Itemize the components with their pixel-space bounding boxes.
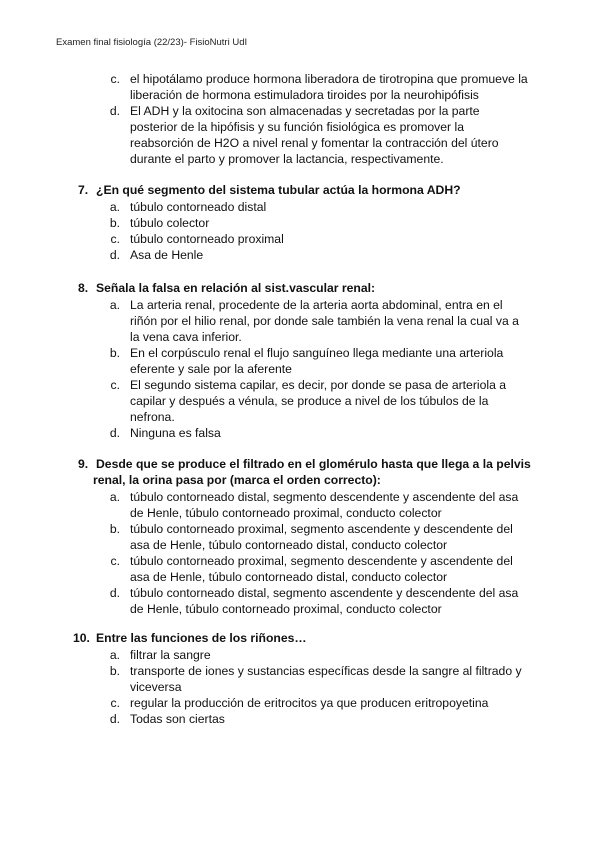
q9-option-text: túbulo contorneado proximal, segmento ascendente y descendente del [130, 522, 513, 536]
question-number: 7. [78, 183, 89, 197]
q9-option-letter: b. [109, 522, 120, 536]
q8-option-text: El segundo sistema capilar, es decir, por donde se pasa de arteriola a [130, 378, 507, 392]
q9-option-letter: a. [109, 490, 120, 504]
q6-option-text: posterior de la hipófisis y su función fisiológica es promover la [130, 120, 464, 134]
q6-option-text: durante el parto y promover la lactancia, respectivamente. [130, 152, 444, 166]
q8-option-text: riñón por el hilio renal, por donde sale también la vena renal la cual va a [130, 314, 519, 328]
q9-option-letter: d. [109, 586, 120, 600]
q9-option-text: de Henle, túbulo contorneado proximal, conducto colector [130, 602, 442, 616]
q9-option-text: túbulo contorneado proximal, segmento descendente y ascendente del [130, 554, 513, 568]
q7-option-letter: d. [109, 248, 120, 262]
q9-option-text: asa de Henle, túbulo contorneado distal, conducto colector [130, 570, 448, 584]
question-number: 10. [73, 631, 90, 645]
q8-option-text: En el corpúsculo renal el flujo sanguíneo llega mediante una arteriola [130, 346, 504, 360]
q8-option-text: La arteria renal, procedente de la arteria aorta abdominal, entra en el [130, 298, 503, 312]
q8-option-text: nefrona. [130, 410, 175, 424]
q9-option-letter: c. [110, 554, 120, 568]
q10-option-text: viceversa [130, 680, 182, 694]
q10-option-text: regular la producción de eritrocitos ya que producen eritropoyetina [130, 696, 489, 710]
q9-option-text: de Henle, túbulo contorneado proximal, conducto colector [130, 506, 442, 520]
q10-option-letter: b. [109, 664, 120, 678]
q7-option-text: Asa de Henle [130, 248, 204, 262]
question-title: Señala la falsa en relación al sist.vascular renal: [96, 281, 376, 295]
q7-option-text: túbulo colector [130, 216, 210, 230]
q10-option-letter: a. [109, 648, 120, 662]
q10-option-text: filtrar la sangre [130, 648, 211, 662]
q8-option-text: Ninguna es falsa [130, 426, 221, 440]
q8-option-letter: d. [109, 426, 120, 440]
q8-option-text: eferente y sale por la aferente [130, 362, 292, 376]
q7-option-letter: b. [109, 216, 120, 230]
q7-option-letter: c. [110, 232, 120, 246]
q10-option-letter: d. [109, 712, 120, 726]
q9-option-text: asa de Henle, túbulo contorneado distal, conducto colector [130, 538, 448, 552]
question-number: 8. [78, 281, 89, 295]
q9-option-text: túbulo contorneado distal, segmento ascendente y descendente del asa [130, 586, 519, 600]
q6-option-text: liberación de hormona estimuladora tiroides por la neurohipófisis [130, 88, 479, 102]
q6-option-letter: c. [110, 72, 120, 86]
question-title: Entre las funciones de los riñones… [96, 631, 307, 645]
q7-option-text: túbulo contorneado distal [130, 200, 267, 214]
q8-option-letter: b. [109, 346, 120, 360]
q8-option-letter: c. [110, 378, 120, 392]
q6-option-letter: d. [109, 104, 120, 118]
q6-option-text: El ADH y la oxitocina son almacenadas y secretadas por la parte [130, 104, 480, 118]
question-title: Desde que se produce el filtrado en el glomérulo hasta que llega a la pelvis [96, 457, 531, 471]
question-title: ¿En qué segmento del sistema tubular actúa la hormona ADH? [96, 183, 461, 197]
q7-option-text: túbulo contorneado proximal [130, 232, 284, 246]
q6-option-text: el hipotálamo produce hormona liberadora de tirotropina que promueve la [130, 72, 528, 86]
document-header: Examen final fisiología (22/23)- FisioNutri UdI [56, 37, 248, 48]
q7-option-letter: a. [109, 200, 120, 214]
q6-option-text: reabsorción de H2O a nivel renal y fomentar la contracción del útero [130, 136, 499, 150]
question-number: 9. [78, 457, 89, 471]
q10-option-text: transporte de iones y sustancias específicas desde la sangre al filtrado y [130, 664, 522, 678]
q9-option-text: túbulo contorneado distal, segmento descendente y ascendente del asa [130, 490, 519, 504]
q8-option-text: la vena cava inferior. [130, 330, 242, 344]
q10-option-text: Todas son ciertas [130, 712, 225, 726]
q10-option-letter: c. [110, 696, 120, 710]
question-title: renal, la orina pasa por (marca el orden correcto): [93, 473, 381, 487]
q8-option-letter: a. [109, 298, 120, 312]
q8-option-text: capilar y después a vénula, se produce a nivel de los túbulos de la [130, 394, 489, 408]
